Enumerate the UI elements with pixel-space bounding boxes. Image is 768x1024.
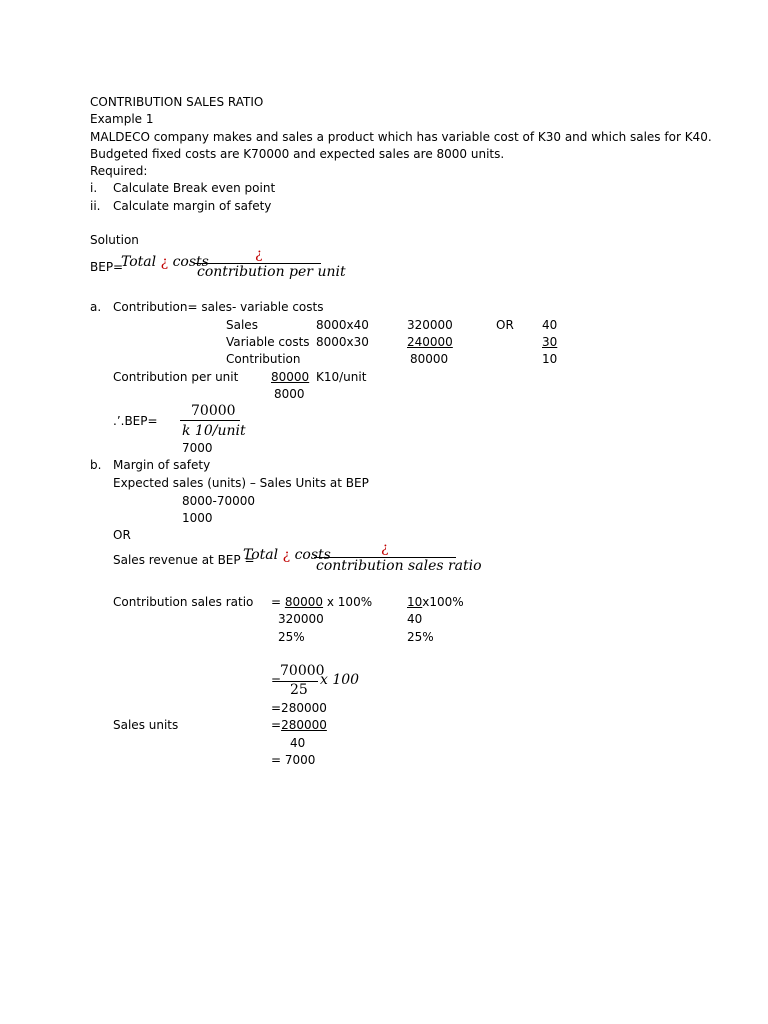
formula-glyph: ¿ (160, 254, 169, 270)
csr-label: Contribution sales ratio (113, 595, 254, 609)
units-expression (271, 718, 327, 732)
calc-multiplier: x 100 (320, 672, 360, 688)
calc-result: =280000 (271, 701, 327, 715)
csr-alt-denominator: 40 (407, 612, 423, 626)
required-item-text: Calculate Break even point (113, 181, 276, 195)
csr-alt-result: 25% (407, 630, 434, 644)
cpu-numerator: 80000 (271, 370, 310, 384)
solution-label: Solution (90, 233, 139, 247)
margin-line-3: 1000 (182, 511, 213, 525)
units-denominator: 40 (290, 736, 306, 750)
bep-formula-numerator-glyph: ¿ (255, 246, 263, 262)
bep-formula-denominator: contribution per unit (197, 264, 346, 280)
or-label: OR (496, 318, 514, 332)
margin-line-1: Expected sales (units) – Sales Units at BEP (113, 476, 369, 490)
table-row-calc: 8000x30 (316, 335, 369, 349)
table-row-amount: 320000 (407, 318, 453, 332)
formula-term-costs: costs (294, 547, 331, 563)
table-row-per-unit: 10 (542, 352, 558, 366)
revenue-formula-denominator: contribution sales ratio (316, 558, 482, 574)
bep-formula-numerator-left (121, 254, 209, 270)
units-result: = 7000 (271, 753, 316, 767)
part-letter: a. (90, 300, 102, 314)
formula-term-costs: costs (172, 254, 209, 270)
required-label: Required: (90, 164, 148, 178)
formula-term-total: Total (243, 547, 279, 563)
sales-revenue-label: Sales revenue at BEP = (113, 553, 255, 567)
cpu-denominator: 8000 (274, 387, 305, 401)
problem-line-2: Budgeted fixed costs are K70000 and expected sales are 8000 units. (90, 147, 505, 161)
csr-suffix: x 100% (323, 595, 373, 609)
margin-line-2: 8000-70000 (182, 494, 256, 508)
part-a-heading: Contribution= sales- variable costs (113, 300, 324, 314)
table-row-label: Contribution (226, 352, 301, 366)
sales-units-label: Sales units (113, 718, 179, 732)
required-item-number: ii. (90, 199, 101, 213)
bep-denominator: k 10/unit (182, 423, 246, 439)
part-letter: b. (90, 458, 102, 472)
calc-equals: = (271, 673, 282, 687)
units-numerator: 280000 (281, 718, 327, 732)
contribution-per-unit-label: Contribution per unit (113, 370, 239, 384)
csr-alt-suffix: x100% (422, 595, 464, 609)
example-heading: Example 1 (90, 112, 154, 126)
table-row-label: Sales (226, 318, 258, 332)
csr-denominator: 320000 (278, 612, 324, 626)
cpu-result: K10/unit (316, 370, 367, 384)
bep-numerator: 70000 (191, 403, 236, 419)
table-row-label: Variable costs (226, 335, 310, 349)
bep-therefore-label: .’.BEP= (113, 414, 158, 428)
calc-denominator: 25 (290, 682, 308, 698)
or-label: OR (113, 528, 131, 542)
formula-term-total: Total (121, 254, 157, 270)
csr-eq-prefix: = (271, 595, 285, 609)
csr-numerator: 80000 (284, 595, 324, 609)
formula-glyph: ¿ (282, 547, 291, 563)
bep-result: 7000 (182, 441, 213, 455)
csr-result: 25% (278, 630, 305, 644)
required-item-text: Calculate margin of safety (113, 199, 272, 213)
units-equals: = (271, 718, 282, 732)
bep-label: BEP= (90, 260, 124, 274)
table-row-per-unit: 40 (542, 318, 558, 332)
table-row-amount: 240000 (407, 335, 453, 349)
revenue-formula-numerator-glyph: ¿ (381, 540, 389, 556)
csr-expression (271, 595, 372, 609)
required-item-number: i. (90, 181, 98, 195)
table-row-calc: 8000x40 (316, 318, 369, 332)
calc-numerator: 70000 (280, 663, 325, 679)
table-row-amount: 80000 (410, 352, 449, 366)
part-b-heading: Margin of safety (113, 458, 211, 472)
problem-line-1: MALDECO company makes and sales a product which has variable cost of K30 and which sales for K40. (90, 130, 712, 144)
page-title: CONTRIBUTION SALES RATIO (90, 95, 264, 109)
csr-alt-numerator: 10 (407, 595, 423, 609)
table-row-per-unit: 30 (542, 335, 558, 349)
fraction-bar (180, 420, 240, 421)
csr-alt-expression (407, 595, 464, 609)
